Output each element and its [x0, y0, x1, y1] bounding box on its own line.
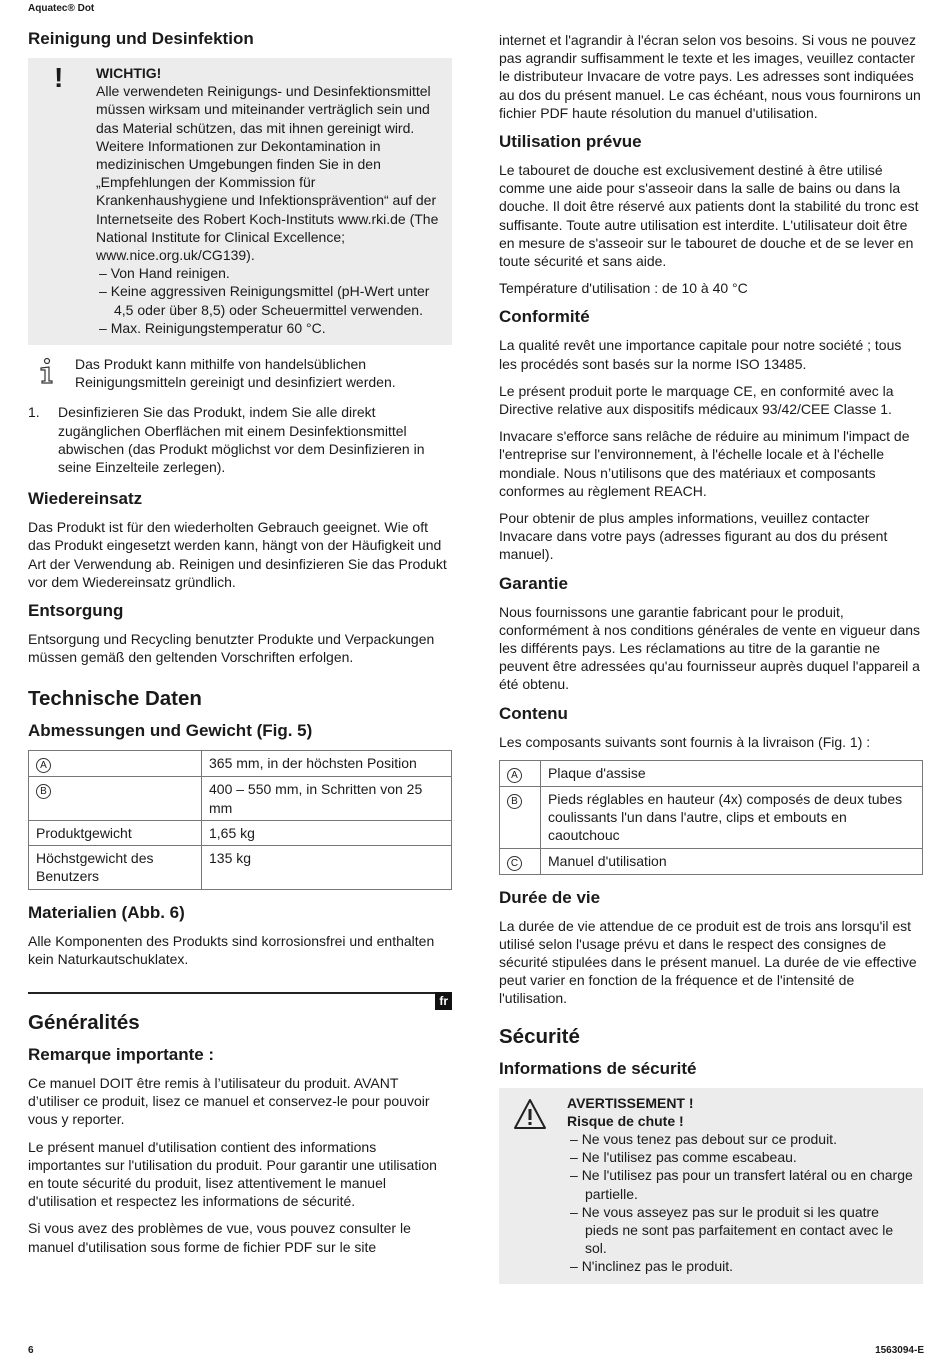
info-note — [28, 355, 452, 391]
table-row — [29, 846, 452, 889]
important-text: Alle verwendeten Reinigungs- und Desinfektionsmittel müssen wirksam und miteinander verträglich sein und das Material schützen, das mit ihnen gereinigt wird. Weitere Informationen zur Dekontamination in medizinischen Umgebungen finden Sie in den „Empfehlungen der Kommission für Krankenhaushygiene und Infektionsprävention“ auf der Internetseite des Robert Koch-Instituts www.rki.de (The National Institute for Clinical Excellence; www.nice.org.uk/CG139). — [96, 83, 439, 264]
cleaning-heading: Reinigung und Desinfektion — [28, 29, 254, 48]
important-box — [28, 58, 452, 345]
important-item: – Keine aggressiven Reinigungsmittel (pH-Wert unter 4,5 oder über 8,5) oder Scheuermittel verwenden. — [99, 283, 430, 318]
exclamation-icon: ! — [54, 62, 64, 93]
general-heading: Généralités — [28, 1010, 140, 1034]
warning-triangle-icon — [513, 1098, 547, 1130]
dimensions-heading: Abmessungen und Gewicht (Fig. 5) — [28, 721, 313, 741]
warranty-text: Nous fournissons une garantie fabricant pour le produit, conformément à nos conditions générales de vente en vigueur dans les différents pays. Les réclamations au titre de la garantie ne peuvent être adressées qu'au fournisseur auprès duquel l'appareil a été obtenu. — [499, 603, 921, 693]
reuse-heading: Wiedereinsatz — [28, 489, 143, 509]
table-row — [500, 786, 923, 848]
table-row — [29, 820, 452, 845]
conformity-heading: Conformité — [499, 307, 590, 327]
remark-heading: Remarque importante : — [28, 1044, 215, 1064]
circle-a-icon: A — [507, 768, 522, 783]
left-column — [28, 28, 452, 1265]
circle-b-icon: B — [507, 794, 522, 809]
table-cell: 1,65 kg — [202, 820, 452, 845]
general-paragraph: Si vous avez des problèmes de vue, vous pouvez consulter le manuel d'utilisation sous forme de fichier PDF sur le site — [28, 1220, 411, 1255]
table-cell: Pieds réglables en hauteur (4x) composés de deux tubes coulissants l'un dans l'autre, clips et embouts en caoutchouc — [541, 786, 923, 848]
contents-heading: Contenu — [499, 703, 568, 723]
lifetime-heading: Durée de vie — [499, 887, 601, 907]
intended-use-text: Le tabouret de douche est exclusivement destiné à être utilisé comme une aide pour s'asseoir dans la salle de bains ou dans la douche. Il doit être réservé aux patients dont la stabilité du tronc est suffisante. Toute autre utilisation est interdite. L'utilisateur doit être en mesure de s'asseoir sur le tabouret de douche et de se lever en toute sécurité et sans aide. — [499, 162, 919, 270]
page-number: 6 — [28, 1345, 34, 1356]
contents-intro: Les composants suivants sont fournis à la livraison (Fig. 1) : — [499, 733, 871, 750]
info-icon — [36, 357, 56, 385]
table-cell: 365 mm, in der höchsten Position — [202, 751, 452, 777]
conformity-paragraph: La qualité revêt une importance capitale pour notre société ; tous les procédés sont basés sur la norme ISO 13485. — [499, 337, 902, 372]
warning-item: – N'inclinez pas le produit. — [570, 1258, 733, 1275]
general-paragraph: Ce manuel DOIT être remis à l’utilisateur du produit. AVANT d’utiliser ce produit, lisez ce manuel et conservez-le pour pouvoir vous y reporter. — [28, 1074, 430, 1128]
warning-item: – Ne l'utilisez pas pour un transfert latéral ou en charge partielle. — [570, 1167, 913, 1202]
table-cell: Manuel d'utilisation — [541, 848, 923, 874]
section-divider — [28, 992, 452, 1008]
warning-item: – Ne vous asseyez pas sur le produit si les quatre pieds ne sont pas parfaitement en contact avec le sol. — [570, 1203, 894, 1257]
table-cell: Höchstgewicht des Benutzers — [29, 846, 202, 889]
table-cell: 135 kg — [202, 846, 452, 889]
step-number: 1. — [28, 404, 40, 421]
tech-data-heading: Technische Daten — [28, 687, 202, 711]
reuse-text: Das Produkt ist für den wiederholten Gebrauch geeignet. Wie oft das Produkt eingesetzt werden kann, hängt von der Häufigkeit und Art der Verwendung ab. Reinigen und desinfizieren Sie das Produkt vor dem Wiedereinsatz gründlich. — [28, 519, 447, 590]
warning-item: – Ne l'utilisez pas comme escabeau. — [570, 1149, 797, 1166]
disposal-heading: Entsorgung — [28, 601, 124, 621]
table-cell: 400 – 550 mm, in Schritten von 25 mm — [202, 777, 452, 820]
table-cell: Plaque d'assise — [541, 760, 923, 786]
materials-text: Alle Komponenten des Produkts sind korrosionsfrei und enthalten kein Naturkautschuklatex. — [28, 932, 435, 967]
table-row — [29, 777, 452, 820]
document-code: 1563094-E — [875, 1345, 924, 1356]
warning-box — [499, 1088, 923, 1284]
note-text: Das Produkt kann mithilfe von handelsüblichen Reinigungsmitteln gereinigt und desinfiziert werden. — [75, 356, 396, 391]
lifetime-text: La durée de vie attendue de ce produit est de trois ans lorsqu'il est utilisé selon l'usage prévu et dans le respect des consignes de sécurité stipulées dans le présent manuel. La durée de vie effective peut varier en fonction de la fréquence et de l'intensité de l'utilisation. — [499, 917, 917, 1007]
important-label: WICHTIG! — [96, 65, 162, 81]
contents-table — [499, 760, 923, 875]
conformity-paragraph: Invacare s'efforce sans relâche de réduire au minimum l'impact de l'entreprise sur l'environnement, à l'échelle locale et à l'échelle mondiale. Nous n’utilisons que des matériaux et composants conformes au règlement REACH. — [499, 428, 910, 499]
conformity-paragraph: Le présent produit porte le marquage CE, en conformité avec la Directive relative aux dispositifs médicaux 93/42/CEE Classe 1. — [499, 382, 894, 418]
circle-b-icon: B — [36, 784, 51, 799]
table-cell: Produktgewicht — [29, 820, 202, 845]
language-tag: fr — [435, 992, 452, 1010]
intended-use-heading: Utilisation prévue — [499, 132, 642, 152]
safety-heading: Sécurité — [499, 1024, 580, 1048]
continued-paragraph: internet et l'agrandir à l'écran selon vos besoins. Si vous ne pouvez pas agrandir suffisamment le texte et les images, veuillez contacter le distributeur Invacare de votre pays. Les adresses sont indiquées au dos du présent manuel. Le cas échéant, nous vous fournirons un fichier PDF haute résolution du manuel d'utilisation. — [499, 32, 921, 121]
dimensions-table — [28, 750, 452, 889]
running-header: Aquatec® Dot — [28, 3, 95, 14]
disposal-text: Entsorgung und Recycling benutzter Produkte und Verpackungen müssen gemäß den geltenden Vorschriften erfolgen. — [28, 631, 435, 666]
table-row — [29, 751, 452, 777]
circle-c-icon: C — [507, 856, 522, 871]
important-item: – Von Hand reinigen. — [99, 265, 230, 282]
warning-subtitle: Risque de chute ! — [567, 1112, 684, 1129]
warning-item: – Ne vous tenez pas debout sur ce produit. — [570, 1130, 837, 1147]
conformity-paragraph: Pour obtenir de plus amples informations, veuillez contacter Invacare dans votre pays (adresses figurant au dos du présent manuel). — [499, 510, 888, 563]
step-1 — [28, 403, 452, 476]
table-row — [500, 760, 923, 786]
warning-label: AVERTISSEMENT ! — [567, 1094, 694, 1111]
step-text: Desinfizieren Sie das Produkt, indem Sie alle direkt zugänglichen Oberflächen mit einem Desinfektionsmittel abwischen (das Produkt möglichst vor dem Desinfizieren in seine Einzelteile zerlegen). — [58, 404, 425, 476]
warranty-heading: Garantie — [499, 573, 568, 593]
important-item: – Max. Reinigungstemperatur 60 °C. — [99, 319, 326, 336]
circle-a-icon: A — [36, 758, 51, 773]
materials-heading: Materialien (Abb. 6) — [28, 902, 185, 922]
safety-info-heading: Informations de sécurité — [499, 1058, 697, 1078]
table-row — [500, 848, 923, 874]
general-paragraph: Le présent manuel d'utilisation contient des informations importantes sur l'utilisation du produit. Pour garantir une utilisation en toute sécurité du produit, lisez attentivement le manuel d'utilisation et respectez les informations de sécurité. — [28, 1138, 437, 1210]
right-column — [499, 31, 923, 1284]
temperature-text: Température d'utilisation : de 10 à 40 °C — [499, 280, 748, 297]
